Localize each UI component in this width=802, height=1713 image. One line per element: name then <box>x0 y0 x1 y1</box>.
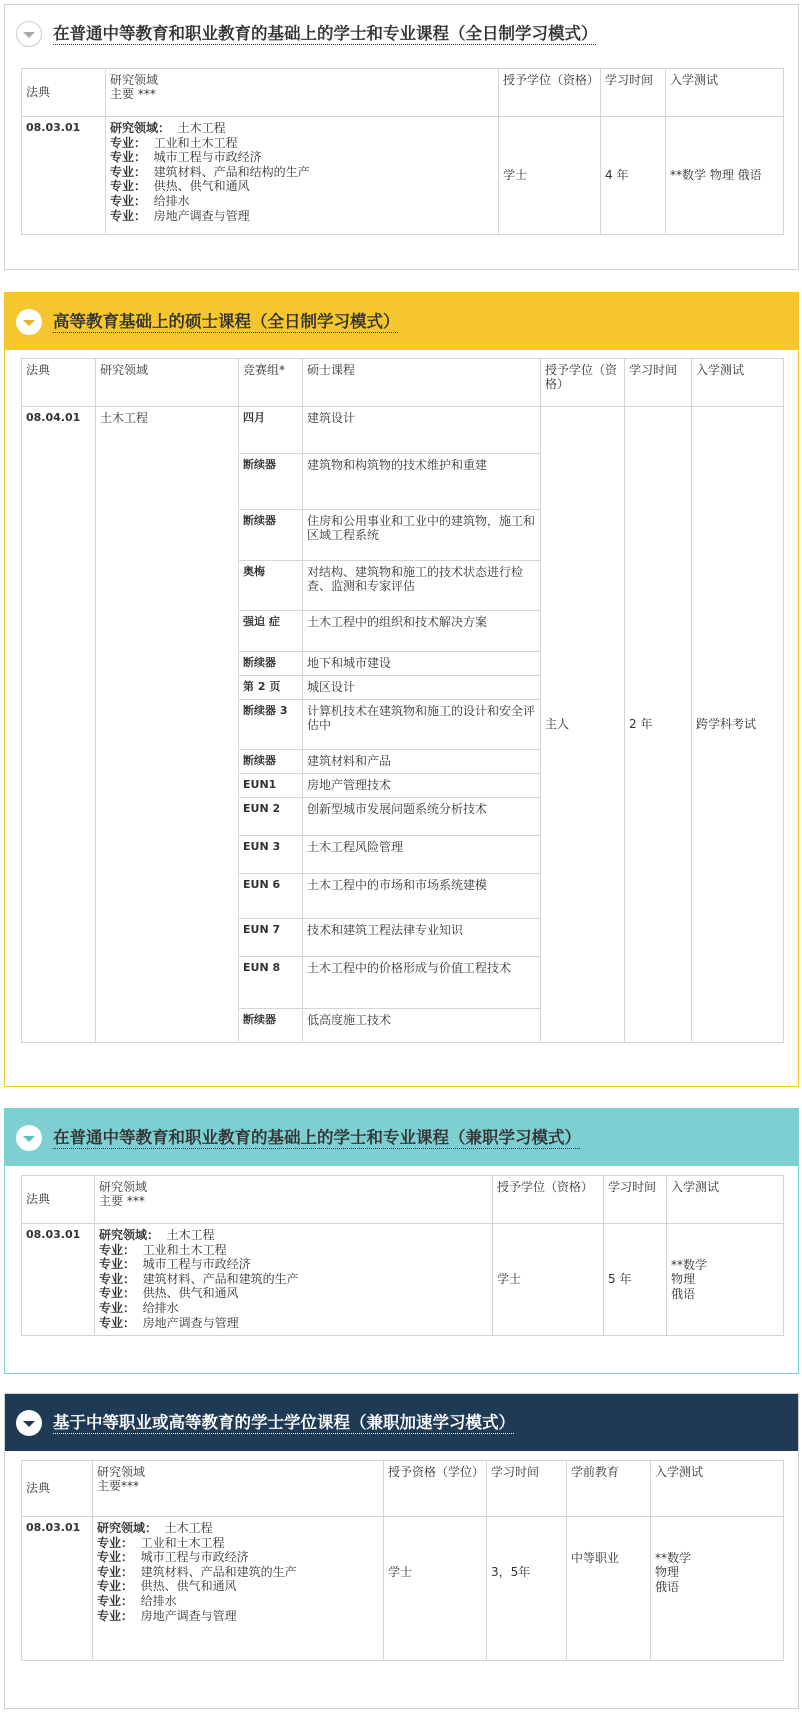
program-cell: 土木工程中的市场和市场系统建模 <box>303 874 541 919</box>
chevron-down-icon[interactable] <box>16 21 42 47</box>
program-cell: 土木工程中的价格形成与价值工程技术 <box>303 957 541 1009</box>
program-cell: 建筑设计 <box>303 407 541 454</box>
header-area: 研究领域 主要 *** <box>106 69 499 117</box>
table-header-row <box>22 1461 784 1517</box>
header-degree: 授予学位（资格） <box>499 69 601 117</box>
header-time: 学习时间 <box>601 69 666 117</box>
program-time: 4 年 <box>601 117 666 235</box>
panel-title[interactable]: 高等教育基础上的硕士课程（全日制学习模式） <box>53 311 400 331</box>
table-header-row <box>22 69 784 117</box>
table-row <box>22 407 784 454</box>
group-cell: 断续器 <box>239 510 303 561</box>
header-test: 入学测试 <box>666 69 784 117</box>
program-test: **数学 物理 俄语 <box>667 1224 784 1336</box>
program-cell: 地下和城市建设 <box>303 652 541 676</box>
group-cell: EUN 3 <box>239 836 303 874</box>
program-cell: 技术和建筑工程法律专业知识 <box>303 919 541 957</box>
program-time: 5 年 <box>604 1224 667 1336</box>
group-cell: 四月 <box>239 407 303 454</box>
header-area: 研究领域 <box>96 359 239 407</box>
header-degree: 授予学位（资格） <box>541 359 625 407</box>
group-cell: EUN 2 <box>239 798 303 836</box>
program-cell: 建筑物和构筑物的技术维护和重建 <box>303 454 541 510</box>
program-degree: 学士 <box>499 117 601 235</box>
group-cell: 断续器 3 <box>239 700 303 750</box>
program-test: 跨学科考试 <box>692 407 784 1043</box>
chevron-down-icon[interactable] <box>16 1125 42 1151</box>
group-cell: 第 2 页 <box>239 676 303 700</box>
header-degree: 授予资格（学位） <box>384 1461 487 1517</box>
panel-parttime-accelerated <box>4 1393 799 1709</box>
panel-header[interactable] <box>5 5 798 62</box>
panel-header[interactable] <box>5 1109 798 1166</box>
group-cell: 断续器 <box>239 1009 303 1043</box>
program-code: 08.03.01 <box>22 117 106 235</box>
panel-parttime-bachelor <box>4 1108 799 1374</box>
header-area: 研究领域 主要 *** <box>95 1176 493 1224</box>
group-cell: EUN1 <box>239 774 303 798</box>
group-cell: 断续器 <box>239 652 303 676</box>
program-cell: 对结构、建筑物和施工的技术状态进行检查、监测和专家评估 <box>303 561 541 611</box>
program-test: **数学 物理 俄语 <box>666 117 784 235</box>
group-cell: 强迫 症 <box>239 611 303 652</box>
program-cell: 城区设计 <box>303 676 541 700</box>
table-header-row <box>22 1176 784 1224</box>
panel-title[interactable]: 基于中等职业或高等教育的学士学位课程（兼职加速学习模式） <box>53 1412 515 1432</box>
header-test: 入学测试 <box>667 1176 784 1224</box>
program-table <box>21 1175 784 1336</box>
header-time: 学习时间 <box>604 1176 667 1224</box>
program-degree: 学士 <box>384 1517 487 1661</box>
group-cell: EUN 8 <box>239 957 303 1009</box>
header-code: 法典 <box>22 1176 95 1224</box>
panel-title[interactable]: 在普通中等教育和职业教育的基础上的学士和专业课程（全日制学习模式） <box>53 23 598 43</box>
panel-header[interactable] <box>5 1394 798 1451</box>
panel-header[interactable] <box>5 293 798 350</box>
program-cell: 计算机技术在建筑物和施工的设计和安全评估中 <box>303 700 541 750</box>
header-group: 竞赛组* <box>239 359 303 407</box>
group-cell: 断续器 <box>239 454 303 510</box>
program-area: 土木工程 <box>96 407 239 1043</box>
program-specs: 研究领域： 土木工程 专业： 工业和土木工程 专业： 城市工程与市政经济 专业： 建筑材料、产品和结构的生产 专业： 供热、供气和通风 专业： 给排水 专业： 房地产调查与管理 <box>106 117 499 235</box>
program-time: 2 年 <box>625 407 692 1043</box>
program-code: 08.04.01 <box>22 407 96 1043</box>
program-table <box>21 1460 784 1661</box>
table-header-row <box>22 359 784 407</box>
header-code: 法典 <box>22 359 96 407</box>
chevron-down-icon[interactable] <box>16 1410 42 1436</box>
header-code: 法典 <box>22 1461 93 1517</box>
program-cell: 住房和公用事业和工业中的建筑物，施工和区域工程系统 <box>303 510 541 561</box>
master-table <box>21 358 784 1043</box>
group-cell: EUN 7 <box>239 919 303 957</box>
panel-fulltime-bachelor <box>4 4 799 270</box>
table-row <box>22 117 784 235</box>
program-cell: 土木工程中的组织和技术解决方案 <box>303 611 541 652</box>
program-cell: 建筑材料和产品 <box>303 750 541 774</box>
header-degree: 授予学位（资格） <box>493 1176 604 1224</box>
program-cell: 房地产管理技术 <box>303 774 541 798</box>
program-code: 08.03.01 <box>22 1517 93 1661</box>
header-code: 法典 <box>22 69 106 117</box>
panel-master-fulltime <box>4 292 799 1087</box>
table-row <box>22 1517 784 1661</box>
program-cell: 创新型城市发展问题系统分析技术 <box>303 798 541 836</box>
table-row <box>22 1224 784 1336</box>
header-time: 学习时间 <box>625 359 692 407</box>
program-prior: 中等职业 <box>567 1517 651 1661</box>
chevron-down-icon[interactable] <box>16 309 42 335</box>
program-cell: 低高度施工技术 <box>303 1009 541 1043</box>
header-test: 入学测试 <box>692 359 784 407</box>
program-table <box>21 68 784 235</box>
program-degree: 主人 <box>541 407 625 1043</box>
header-time: 学习时间 <box>487 1461 567 1517</box>
header-program: 硕士课程 <box>303 359 541 407</box>
group-cell: EUN 6 <box>239 874 303 919</box>
header-area: 研究领域 主要*** <box>93 1461 384 1517</box>
program-time: 3，5年 <box>487 1517 567 1661</box>
program-degree: 学士 <box>493 1224 604 1336</box>
group-cell: 断续器 <box>239 750 303 774</box>
program-specs: 研究领域： 土木工程 专业： 工业和土木工程 专业： 城市工程与市政经济 专业： 建筑材料、产品和建筑的生产 专业： 供热、供气和通风 专业： 给排水 专业： 房地产调查与管理 <box>93 1517 384 1661</box>
header-prior: 学前教育 <box>567 1461 651 1517</box>
program-specs: 研究领域： 土木工程 专业： 工业和土木工程 专业： 城市工程与市政经济 专业： 建筑材料、产品和建筑的生产 专业： 供热、供气和通风 专业： 给排水 专业： 房地产调查与管理 <box>95 1224 493 1336</box>
program-test: **数学 物理 俄语 <box>651 1517 784 1661</box>
header-test: 入学测试 <box>651 1461 784 1517</box>
panel-title[interactable]: 在普通中等教育和职业教育的基础上的学士和专业课程（兼职学习模式） <box>53 1127 581 1147</box>
program-code: 08.03.01 <box>22 1224 95 1336</box>
group-cell: 奥梅 <box>239 561 303 611</box>
program-cell: 土木工程风险管理 <box>303 836 541 874</box>
